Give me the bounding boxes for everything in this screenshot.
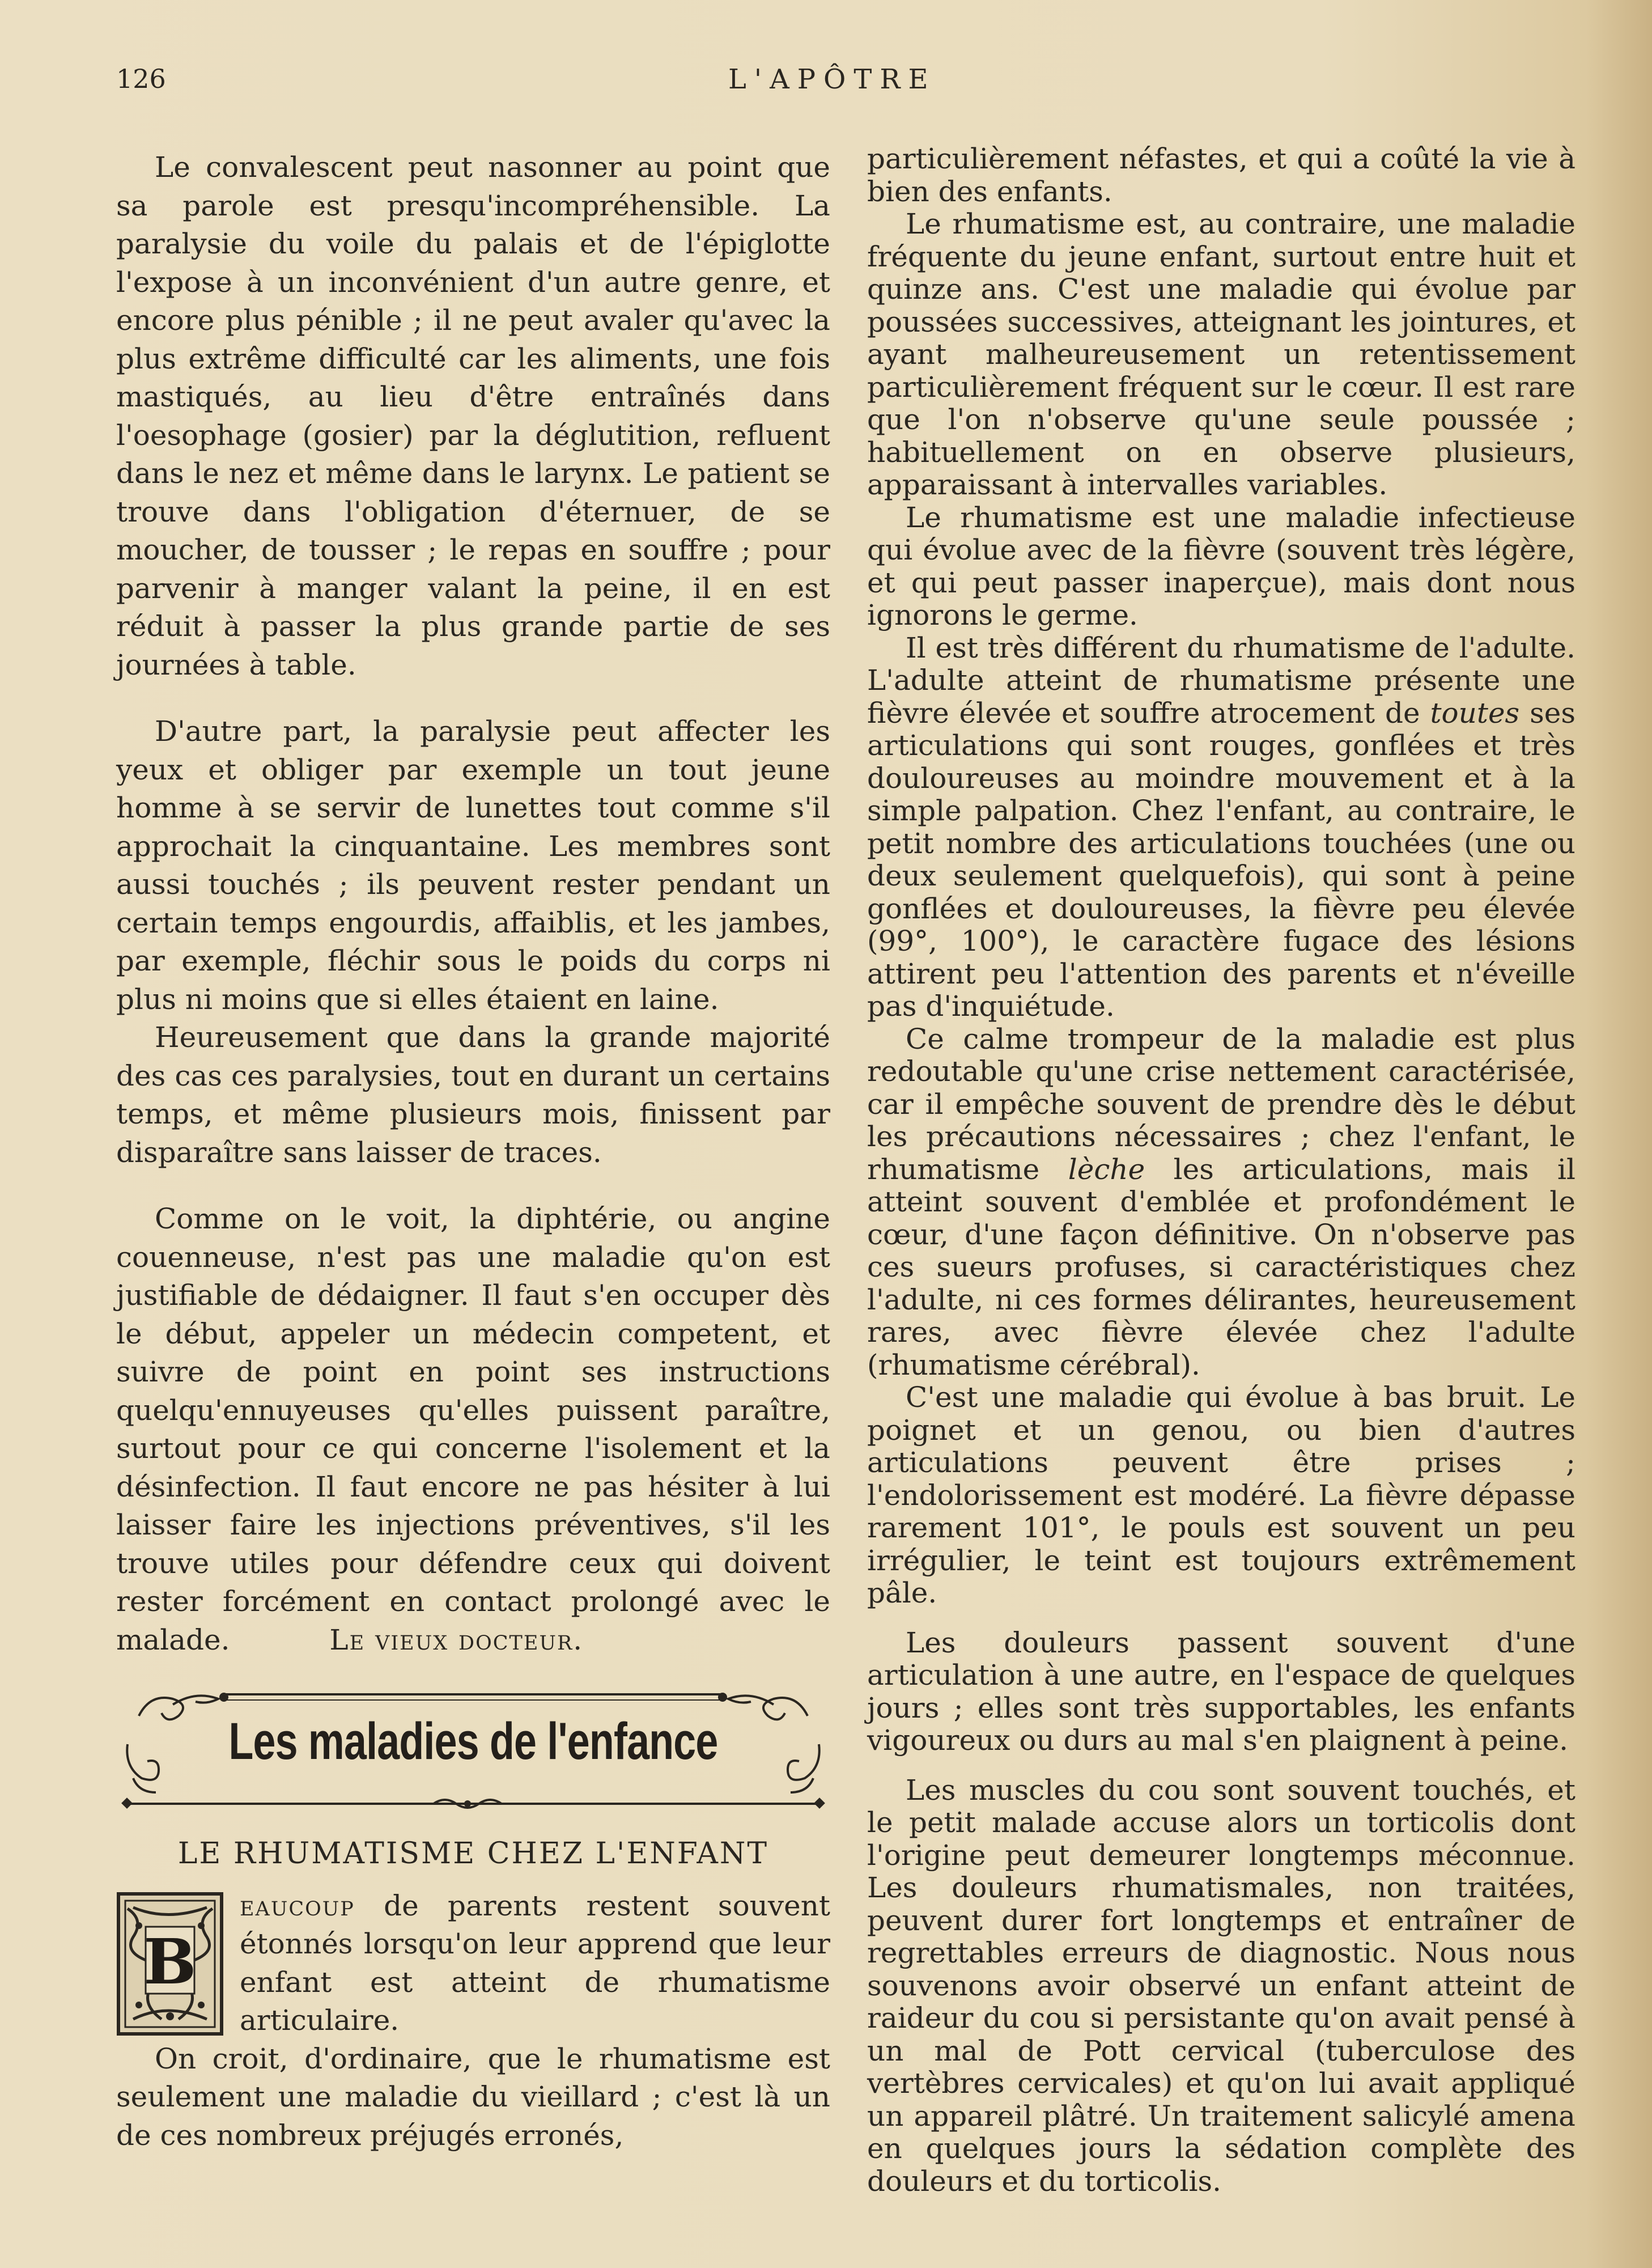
left-column: [116, 149, 830, 2155]
section-banner: [116, 1682, 830, 1824]
paragraph-text: Comme on le voit, la diphtérie, ou angine couenneuse, n'est pas une maladie qu'on est justifiable de dédaigner. Il faut s'en occuper dès le début, appeler un médecin competent, et suivre de point en point ses instructions quelqu'ennuyeuses qu'elles puissent paraître, surtout pour ce qui concerne l'isolement et la désinfection. Il faut encore ne pas hésiter à lui laisser faire les injections préventives, s'il les trouve utiles pour défendre ceux qui doivent rester forcément en contact prolongé avec le malade.: [116, 1202, 830, 1656]
paragraph: On croit, d'ordinaire, que le rhumatisme est seulement une maladie du vieillard ; c'est là un de ces nombreux préjugés erronés,: [116, 2042, 830, 2152]
paragraph-text: Ce calme trompeur de la maladie est plus redoutable qu'une crise nettement caractérisée, car il empêche souvent de prendre dès le début les précautions nécessaires ; chez l'enfant, le rhumatisme: [867, 1022, 1575, 1186]
dropcap-letter: B: [143, 1924, 197, 1998]
ornate-dropcap-frame-icon: [116, 1892, 224, 2036]
paragraph-text: de parents restent souvent étonnés lorsqu'on leur apprend que leur enfant est atteint de rhumatisme articulaire.: [240, 1889, 830, 2037]
right-column: [867, 143, 1575, 2198]
page-header: [116, 63, 1573, 109]
section-title: Les maladies de l'enfance: [228, 1712, 718, 1770]
paragraph-text: les articulations, mais il atteint souvent d'emblée et profondément le cœur, d'une façon définitive. On n'observe pas ces sueurs profuses, si caractéristiques chez l'adulte, ni ces formes délirantes, heureusement rares, avec fièvre élevée chez l'adulte (rhumatisme cérébral).: [867, 1152, 1575, 1381]
paragraph: [116, 1200, 830, 1659]
paragraph: particulièrement néfastes, et qui a coûté la vie à bien des enfants.: [867, 142, 1575, 208]
paragraph: Le rhumatisme est une maladie infectieuse qui évolue avec de la fièvre (souvent très légère, et qui peut passer inaperçue), mais dont nous ignorons le germe.: [867, 501, 1575, 631]
emphasis: toutes: [1430, 696, 1520, 730]
lead-paragraph: [116, 1887, 830, 2155]
paragraph: Le convalescent peut nasonner au point que sa parole est presqu'incompréhensible. La paralysie du voile du palais et de l'épiglotte l'expose à un inconvénient d'un autre genre, et encore plus pénible ; il ne peut avaler qu'avec la plus extrême difficulté car les aliments, une fois mastiqués, au lieu d'être entraînés dans l'oesophage (gosier) par la déglutition, refluent dans le nez et même dans le larynx. Le patient se trouve dans l'obligation d'éternuer, de se moucher, de tousser ; le repas en souffre ; pour parvenir à manger valant la peine, il en est réduit à passer la plus grande partie de ses journées à table.: [116, 151, 830, 681]
signature: Le vieux docteur.: [329, 1623, 584, 1656]
page-number: 126: [116, 63, 166, 94]
paragraph: [867, 632, 1575, 1023]
article-title: LE RHUMATISME CHEZ L'ENFANT: [177, 1837, 769, 1871]
running-title: L'APÔTRE: [728, 63, 936, 95]
paragraph: C'est une maladie qui évolue à bas bruit. Le poignet et un genou, ou bien d'autres articulations peuvent être prises ; l'endolorissement est modéré. La fièvre dépasse rarement 101°, le pouls est souvent un peu irrégulier, le teint est toujours extrêmement pâle.: [867, 1381, 1575, 1609]
paragraph: Les muscles du cou sont souvent touchés, et le petit malade accuse alors un torticolis dont l'origine peut demeurer longtemps méconnue. Les douleurs rhumatismales, non traitées, peuvent durer fort longtemps et entraîner de regrettables erreurs de diagnostic. Nous nous souvenons avoir observé un enfant atteint de raideur du cou si persistante qu'on avait pensé à un mal de Pott cervical (tuberculose des vertèbres cervicales) et qu'on lui avait appliqué un appareil plâtré. Un traitement salicylé amena en quelques jours la sédation complète des douleurs et du torticolis.: [867, 1773, 1575, 2198]
paragraph: Le rhumatisme est, au contraire, une maladie fréquente du jeune enfant, surtout entre huit et quinze ans. C'est une maladie qui évolue par poussées successives, atteignant les jointures, et ayant malheureusement un retentissement particulièrement fréquent sur le cœur. Il est rare que l'on n'observe qu'une seule poussée ; habituellement on en observe plusieurs, apparaissant à intervalles variables.: [867, 207, 1575, 501]
paragraph: [867, 1023, 1575, 1382]
emphasis: lèche: [1068, 1152, 1145, 1186]
paragraph: D'autre part, la paralysie peut affecter les yeux et obliger par exemple un tout jeune homme à se servir de lunettes tout comme s'il approchait la cinquantaine. Les membres sont aussi touchés ; ils peuvent rester pendant un certain temps engourdis, affaiblis, et les jambes, par exemple, fléchir sous le poids du corps ni plus ni moins que si elles étaient en laine.: [116, 715, 830, 1016]
lead-word: eaucoup: [240, 1889, 355, 1922]
paragraph-text: ses articulations qui sont rouges, gonflées et très douloureuses au moindre mouvement et à la simple palpation. Chez l'enfant, au contraire, le petit nombre des articulations touchées (une ou deux seulement quelquefois), qui sont à peine gonflées et douloureuses, la fièvre peu élevée (99°, 100°), le caractère fugace des lésions attirent peu l'attention des parents et n'éveille pas d'inquiétude.: [867, 696, 1575, 1023]
paragraph: Les douleurs passent souvent d'une articulation à une autre, en l'espace de quelques jours ; elles sont très supportables, les enfants vigoureux ou durs au mal s'en plaignent à peine.: [867, 1626, 1575, 1757]
paragraph: Heureusement que dans la grande majorité des cas ces paralysies, tout en durant un certains temps, et même plusieurs mois, finissent par disparaître sans laisser de traces.: [116, 1021, 830, 1169]
paragraph-text: Il est très différent du rhumatisme de l'adulte. L'adulte atteint de rhumatisme présente une fièvre élevée et souffre atrocement de: [867, 631, 1575, 730]
